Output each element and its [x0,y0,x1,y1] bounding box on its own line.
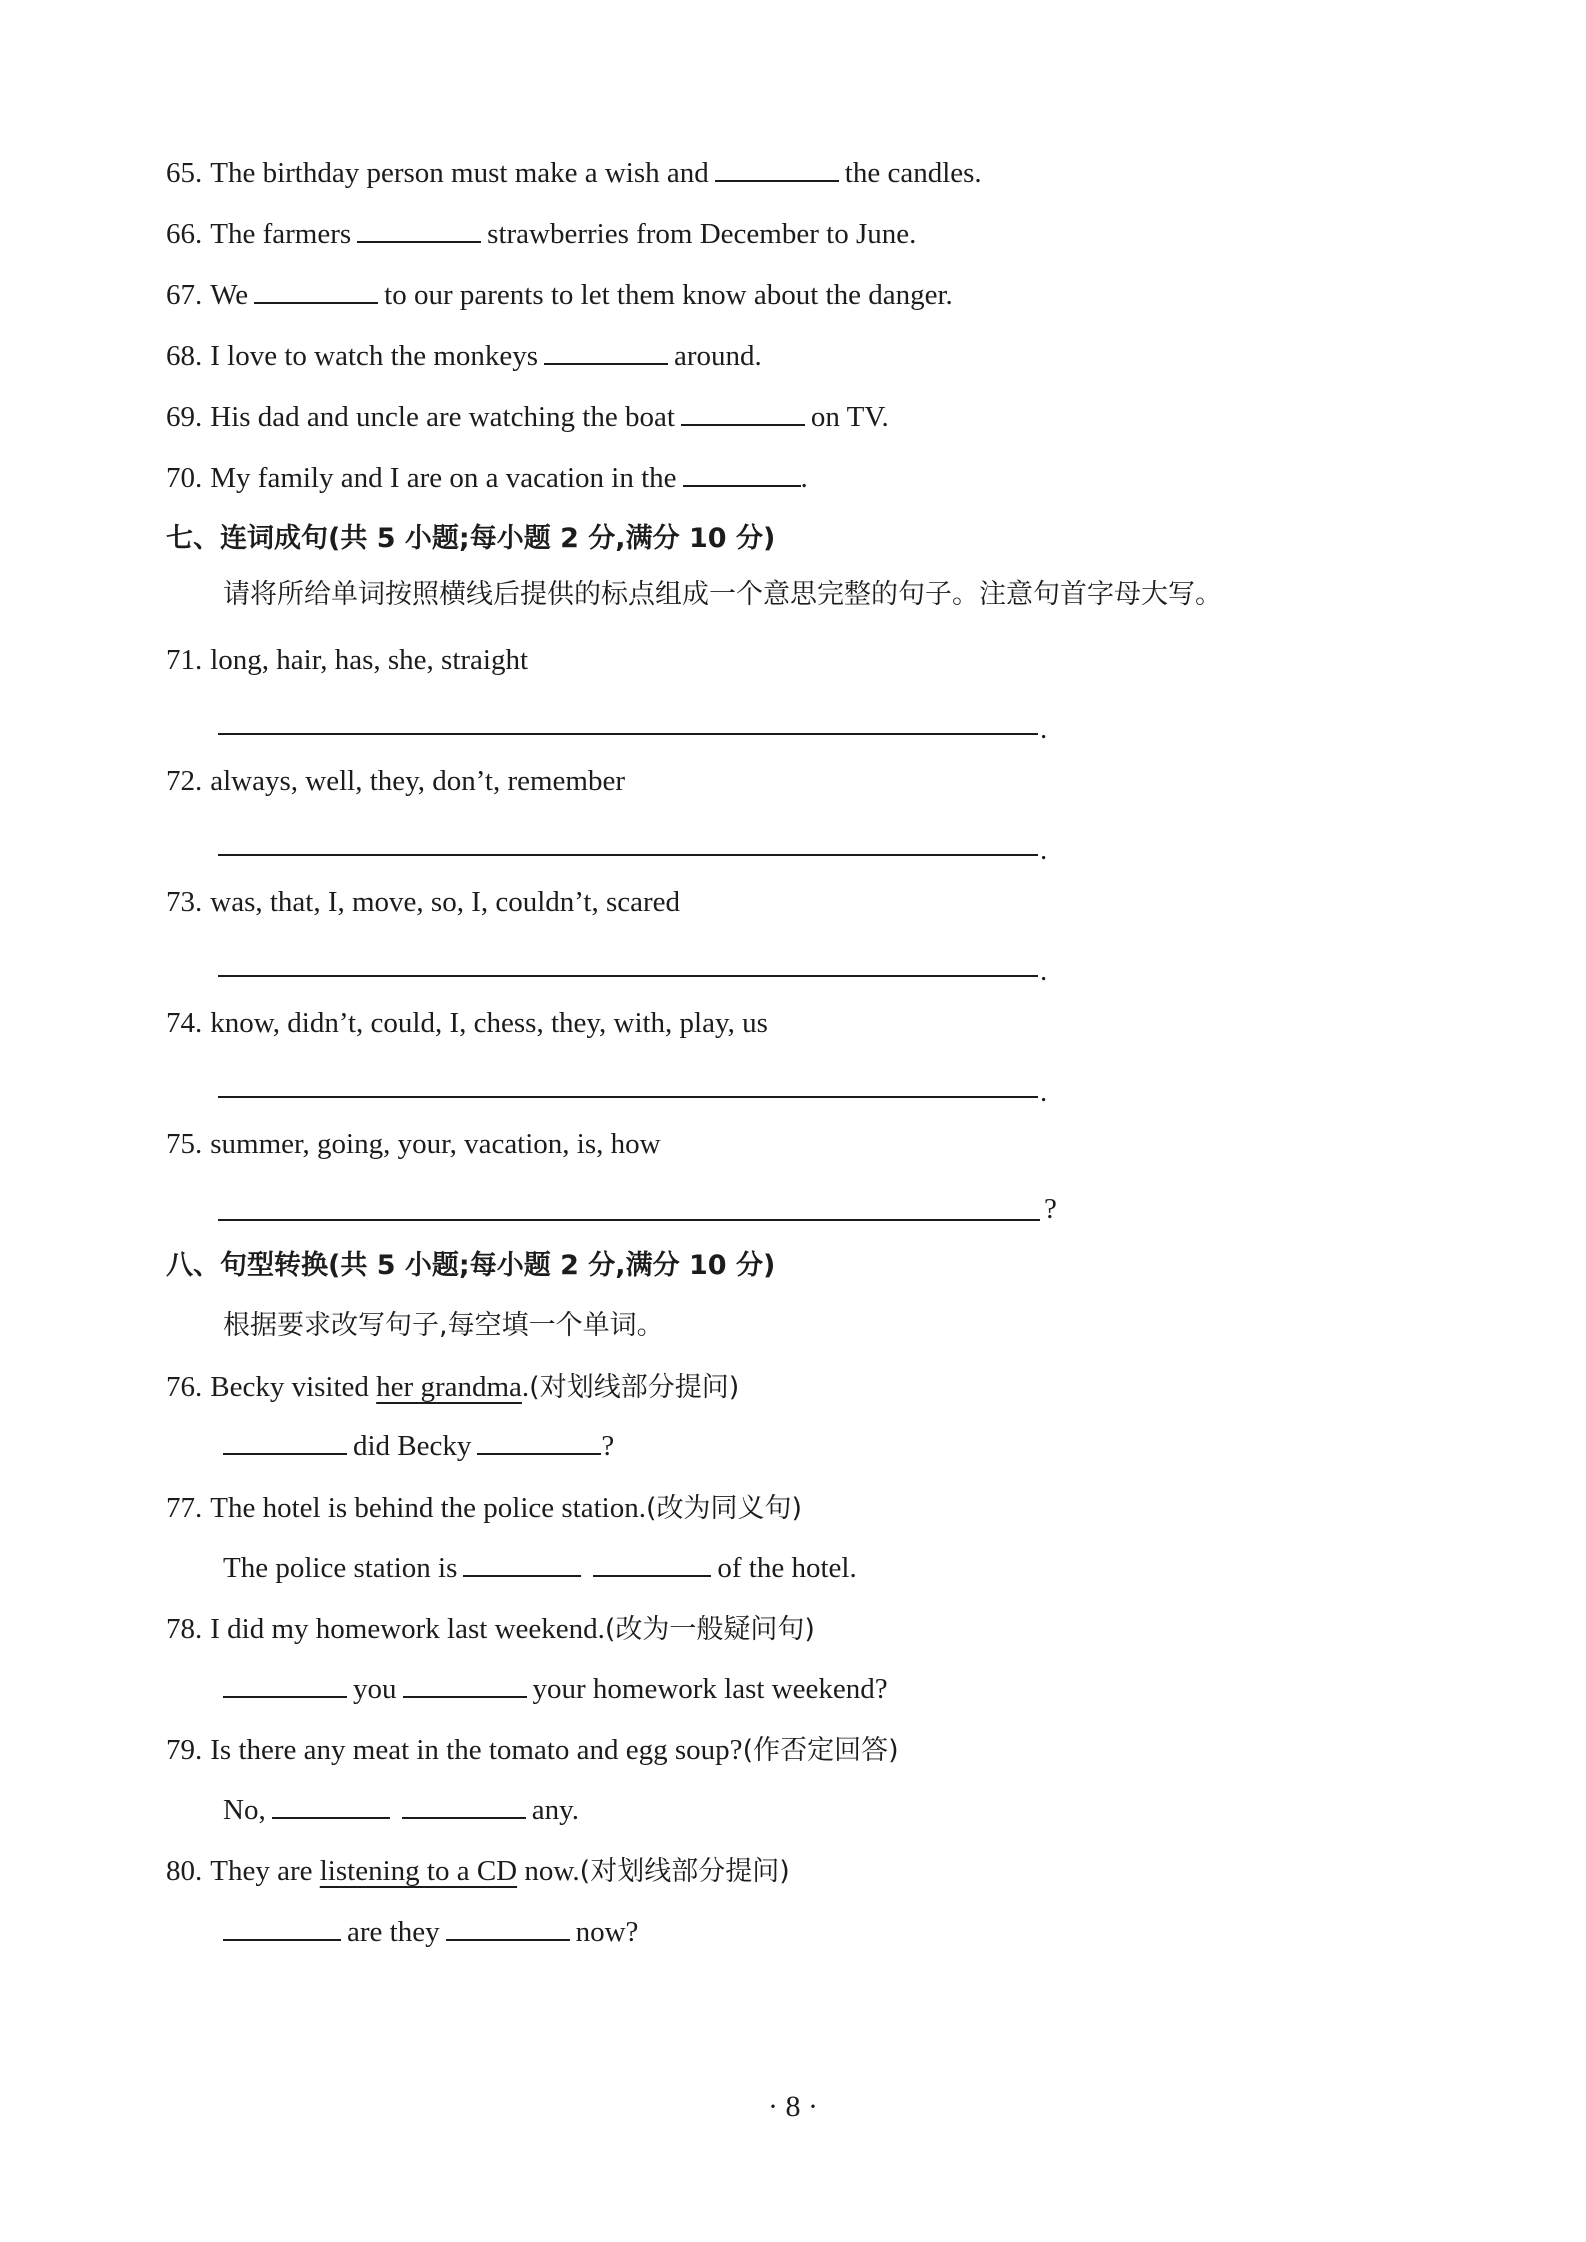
answer-78 [223,1669,888,1709]
answer-text: any. [531,1794,579,1826]
answer-blank[interactable] [593,1549,711,1577]
answer-line[interactable] [218,854,1038,856]
answer-80 [223,1912,638,1952]
answer-line[interactable] [218,975,1038,977]
question-text: I did my homework last weekend. [210,1613,605,1645]
answer-text: now? [575,1916,639,1948]
answer-line[interactable] [218,1219,1040,1221]
word-list: know, didn’t, could, I, chess, they, with, play, us [210,1007,768,1039]
question-number: 71. [166,644,203,676]
answer-text: are they [347,1916,440,1948]
page-number: · 8 · [768,2090,818,2123]
answer-text: your homework last weekend? [532,1673,888,1705]
question-text: The farmers [210,218,352,250]
answer-blank[interactable] [357,215,481,243]
word-list: long, hair, has, she, straight [210,644,529,676]
question-text: Becky visited [210,1371,369,1403]
answer-77 [223,1548,857,1588]
answer-text: did Becky [353,1430,472,1462]
question-68 [166,336,762,376]
underlined-phrase: her grandma [376,1371,522,1403]
question-text: The hotel is behind the police station. [210,1492,646,1524]
section-8-instruction: 根据要求改写句子,每空填一个单词。 [223,1310,664,1341]
question-73 [166,882,680,922]
answer-blank[interactable] [681,398,805,426]
question-number: 77. [166,1492,203,1524]
instruction-note: (对划线部分提问) [579,1856,790,1887]
answer-text: The police station is [223,1552,458,1584]
question-number: 66. [166,218,203,250]
answer-blank[interactable] [544,337,668,365]
question-text: to our parents to let them know about the danger. [384,279,953,311]
question-number: 75. [166,1128,203,1160]
answer-text: of the hotel. [717,1552,857,1584]
answer-blank[interactable] [477,1427,601,1455]
answer-blank[interactable] [223,1670,347,1698]
answer-line[interactable] [218,1096,1038,1098]
answer-blank[interactable] [254,276,378,304]
question-text: the candles. [844,157,982,189]
question-65 [166,153,982,193]
section-7-title: 七、连词成句(共 5 小题;每小题 2 分,满分 10 分) [166,523,776,554]
instruction-note: (改为同义句) [645,1493,803,1524]
question-number: 80. [166,1855,203,1887]
instruction-note: (对划线部分提问) [529,1372,740,1403]
answer-blank[interactable] [403,1670,527,1698]
question-67 [166,275,953,315]
question-text: They are [210,1855,313,1887]
question-66 [166,214,916,254]
instruction-note: (作否定回答) [742,1735,899,1766]
question-72 [166,761,625,801]
end-punctuation: ? [1044,1193,1057,1225]
question-text: His dad and uncle are watching the boat [210,401,675,433]
question-number: 67. [166,279,203,311]
underlined-phrase: listening to a CD [319,1855,518,1887]
question-text: now. [517,1855,580,1887]
end-punctuation: . [1040,834,1048,866]
end-punctuation: . [1040,713,1048,745]
question-78 [166,1609,815,1650]
answer-blank[interactable] [446,1913,570,1941]
answer-blank[interactable] [683,459,801,487]
answer-blank[interactable] [223,1427,347,1455]
question-number: 79. [166,1734,203,1766]
question-71 [166,640,528,680]
question-79 [166,1730,899,1771]
word-list: was, that, I, move, so, I, couldn’t, scared [210,886,681,918]
question-text: We [210,279,249,311]
question-74 [166,1003,768,1043]
question-text: on TV. [810,401,889,433]
question-number: 69. [166,401,203,433]
question-77 [166,1488,802,1529]
section-8-title: 八、句型转换(共 5 小题;每小题 2 分,满分 10 分) [166,1250,776,1281]
question-number: 68. [166,340,203,372]
question-75 [166,1124,661,1164]
answer-blank[interactable] [715,154,839,182]
question-number: 74. [166,1007,203,1039]
question-text: I love to watch the monkeys [210,340,539,372]
question-number: 65. [166,157,203,189]
question-number: 70. [166,462,203,494]
answer-text: No, [223,1794,266,1826]
question-text: . [800,462,808,494]
answer-text: you [353,1673,397,1705]
question-number: 76. [166,1371,203,1403]
instruction-note: (改为一般疑问句) [604,1614,815,1645]
answer-blank[interactable] [272,1791,390,1819]
end-punctuation: . [1040,1076,1048,1108]
question-number: 73. [166,886,203,918]
answer-blank[interactable] [463,1549,581,1577]
question-number: 72. [166,765,203,797]
word-list: summer, going, your, vacation, is, how [210,1128,661,1160]
question-text: around. [674,340,762,372]
section-7-instruction: 请将所给单词按照横线后提供的标点组成一个意思完整的句子。注意句首字母大写。 [223,579,1222,610]
answer-line[interactable] [218,733,1038,735]
question-text: The birthday person must make a wish and [210,157,709,189]
question-text: Is there any meat in the tomato and egg soup? [210,1734,743,1766]
question-70 [166,458,808,498]
answer-blank[interactable] [402,1791,526,1819]
word-list: always, well, they, don’t, remember [210,765,625,797]
question-text: . [521,1371,530,1403]
question-80 [166,1851,790,1892]
question-69 [166,397,889,437]
answer-blank[interactable] [223,1913,341,1941]
answer-text: ? [601,1430,615,1462]
question-76 [166,1367,739,1408]
answer-79 [223,1790,579,1830]
answer-76 [223,1426,614,1466]
end-punctuation: . [1040,955,1048,987]
question-text: My family and I are on a vacation in the [210,462,677,494]
question-number: 78. [166,1613,203,1645]
question-text: strawberries from December to June. [487,218,917,250]
